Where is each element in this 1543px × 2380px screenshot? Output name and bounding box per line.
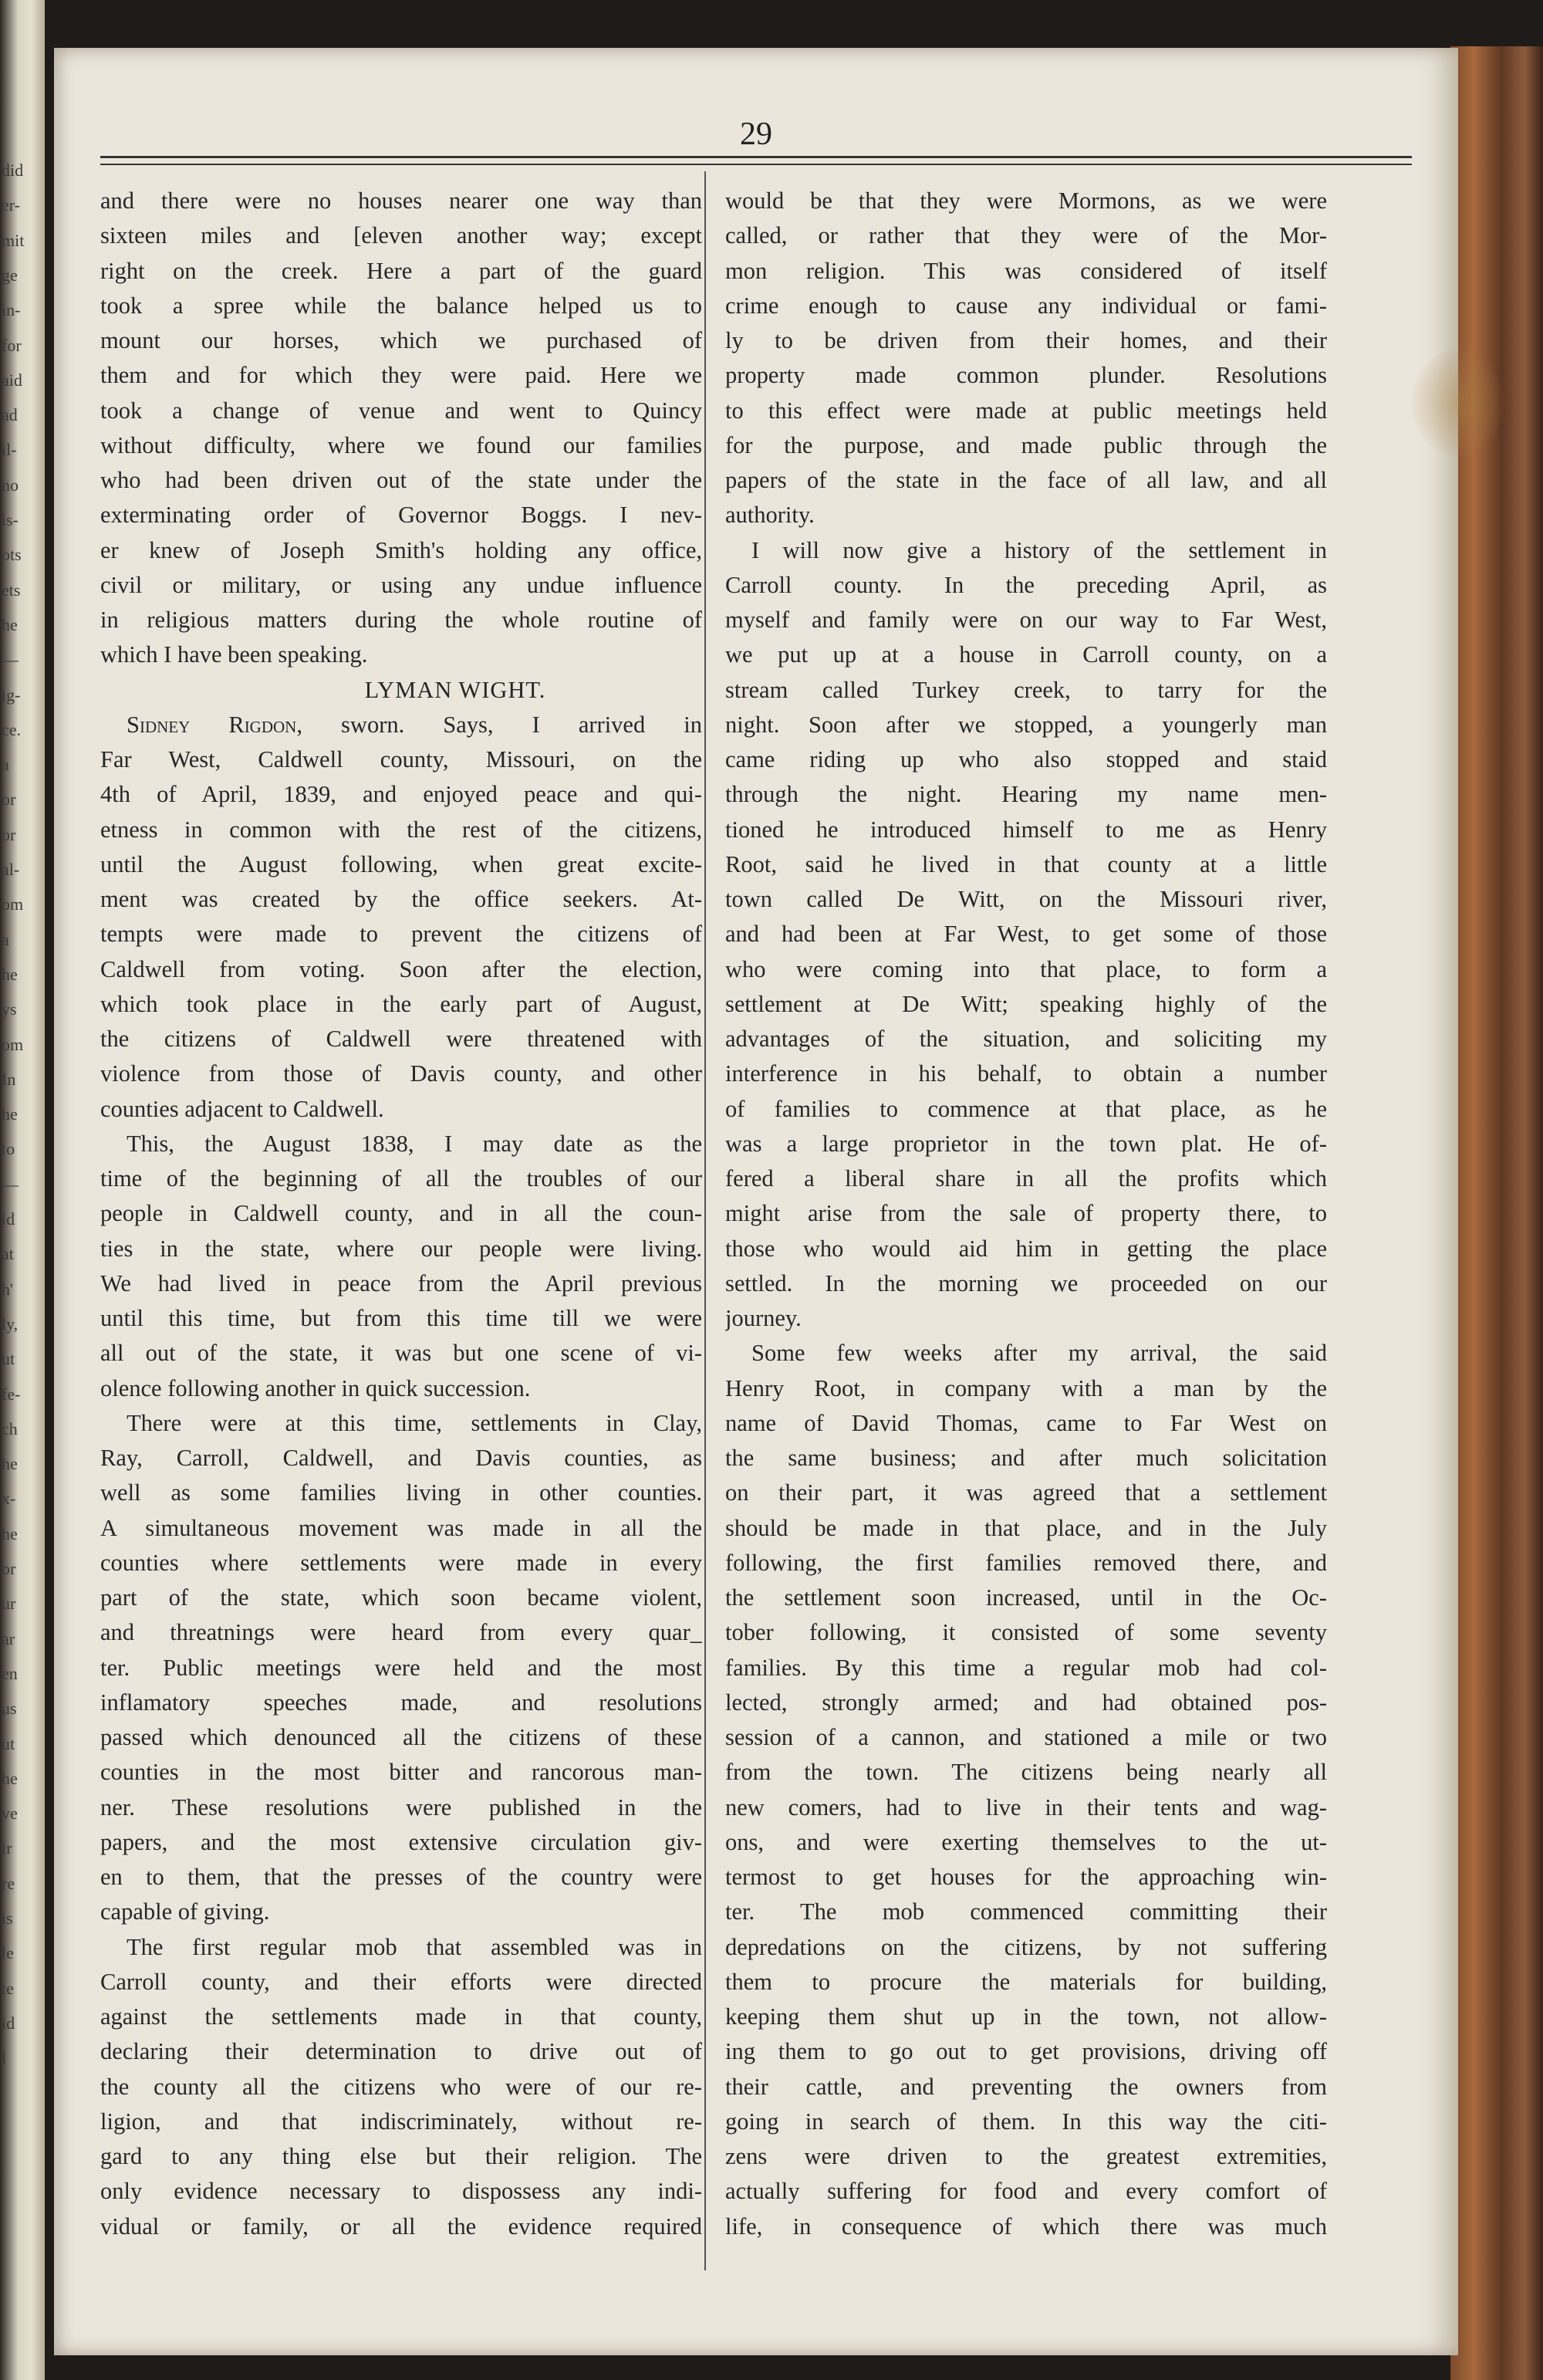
text-line: depredations on the citizens, by not suffering xyxy=(725,1933,1327,1960)
previous-page-fragment: he xyxy=(2,1104,18,1124)
previous-page-fragment: om xyxy=(2,894,24,914)
text-line: ons, and were exerting themselves to the ut- xyxy=(725,1828,1327,1855)
text-line: which I have been speaking. xyxy=(100,641,368,668)
previous-page-fragment: in- xyxy=(2,300,21,320)
text-line: town called De Witt, on the Missouri river, xyxy=(725,886,1327,912)
text-line: without difficulty, where we found our families xyxy=(100,431,702,458)
text-line: called, or rather that they were of the Mor- xyxy=(725,222,1327,249)
header-rule xyxy=(100,156,1412,158)
previous-page-fragment: us xyxy=(2,1699,17,1719)
text-line: lected, strongly armed; and had obtained pos- xyxy=(725,1689,1327,1716)
text-line: tempts were made to prevent the citizens of xyxy=(100,921,702,948)
previous-page-fragment: h' xyxy=(2,1279,13,1299)
text-line: counties adjacent to Caldwell. xyxy=(100,1095,384,1122)
previous-page-fragment: ar xyxy=(2,1628,15,1648)
text-line: of families to commence at that place, as he xyxy=(725,1095,1327,1122)
text-line: en to them, that the presses of the country were xyxy=(100,1864,702,1890)
text-line: There were at this time, settlements in Clay, xyxy=(127,1409,702,1436)
text-line: I will now give a history of the settlement in xyxy=(751,536,1327,563)
text-line: was a large proprietor in the town plat. He of- xyxy=(725,1130,1327,1157)
text-line: ter. The mob commenced committing their xyxy=(725,1898,1327,1925)
text-line: ing them to go out to get provisions, driving off xyxy=(725,2038,1327,2065)
previous-page-fragment: no xyxy=(2,475,19,495)
text-line: fered a liberal share in all the profits which xyxy=(725,1165,1327,1192)
text-line: gard to any thing else but their religion. The xyxy=(100,2143,702,2169)
previous-page-fragment: il- xyxy=(2,440,17,460)
text-line: who were coming into that place, to form a xyxy=(725,955,1327,982)
text-line: until the August following, when great excite- xyxy=(100,850,702,877)
previous-page-fragment: en xyxy=(2,1663,18,1683)
text-line: new comers, had to live in their tents and wag- xyxy=(725,1793,1327,1820)
previous-page-fragment: te xyxy=(2,1978,14,1998)
previous-page-fragment: for xyxy=(2,335,22,355)
text-line: termost to get houses for the approaching win- xyxy=(725,1864,1327,1890)
previous-page-fragment: ut xyxy=(2,1733,15,1753)
text-line: ligion, and that indiscriminately, without re- xyxy=(100,2108,702,2135)
left-column xyxy=(100,184,702,2244)
text-line: came riding up who also stopped and staid xyxy=(725,746,1327,772)
text-line: violence from those of Davis county, and other xyxy=(100,1060,702,1087)
previous-page-fragment: er- xyxy=(2,195,20,215)
previous-page-fragment: ur xyxy=(2,1594,16,1614)
text-line: Far West, Caldwell county, Missouri, on the xyxy=(100,746,702,772)
previous-page-fragment: om xyxy=(2,1034,24,1054)
text-line: all out of the state, it was but one scene of vi- xyxy=(100,1340,702,1367)
text-line: well as some families living in other counties. xyxy=(100,1479,702,1506)
text-line: tober following, it consisted of some seventy xyxy=(725,1619,1327,1646)
previous-page-fragment: ut xyxy=(2,1349,15,1369)
text-line: er knew of Joseph Smith's holding any office, xyxy=(100,536,702,563)
text-line: the settlement soon increased, until in the Oc- xyxy=(725,1584,1327,1611)
text-line: settlement at De Witt; speaking highly of the xyxy=(725,990,1327,1017)
text-line: journey. xyxy=(725,1305,802,1331)
text-line: through the night. Hearing my name men- xyxy=(725,781,1327,808)
text-line: people in Caldwell county, and in all the coun- xyxy=(100,1200,702,1227)
previous-page-fragment: he xyxy=(2,1454,18,1474)
text-line: Root, said he lived in that county at a little xyxy=(725,850,1327,877)
text-line: Carroll county, and their efforts were directed xyxy=(100,1968,702,1995)
previous-page-fragment: he xyxy=(2,964,18,984)
text-line: only evidence necessary to dispossess any indi- xyxy=(100,2178,702,2205)
text-line: we put up at a house in Carroll county, on a xyxy=(725,641,1327,668)
text-line: took a change of venue and went to Quincy xyxy=(100,397,702,424)
text-line: civil or military, or using any undue influence xyxy=(100,571,702,598)
text-line: to this effect were made at public meetings held xyxy=(725,397,1327,424)
text-line: the same business; and after much solicitation xyxy=(725,1445,1327,1471)
text-line: passed which denounced all the citizens of these xyxy=(100,1724,702,1750)
text-line: etness in common with the rest of the citizens, xyxy=(100,816,702,843)
text-line: from the town. The citizens being nearly all xyxy=(725,1759,1327,1786)
previous-page-fragment: aid xyxy=(2,370,22,390)
column-divider xyxy=(704,171,706,2270)
text-line: settled. In the morning we proceeded on our xyxy=(725,1269,1327,1296)
text-line: crime enough to cause any individual or fami- xyxy=(725,292,1327,319)
previous-page-fragment: ly, xyxy=(2,1313,19,1334)
text-line: authority. xyxy=(725,502,815,529)
previous-page-fragment: he xyxy=(2,1523,18,1543)
header-rule xyxy=(100,164,1412,165)
previous-page-fragment: l xyxy=(2,2048,7,2068)
page-number: 29 xyxy=(740,117,772,152)
previous-page-fragment: or xyxy=(2,789,16,810)
previous-page-fragment: a xyxy=(2,929,9,949)
previous-page-fragment: In xyxy=(2,1069,16,1089)
text-line: would be that they were Mormons, as we were xyxy=(725,188,1327,214)
text-line: capable of giving. xyxy=(100,1898,270,1925)
text-line: counties in the most bitter and rancorous man- xyxy=(100,1759,702,1786)
text-line: and had been at Far West, to get some of those xyxy=(725,921,1327,948)
text-line: Some few weeks after my arrival, the said xyxy=(751,1340,1327,1367)
text-line: myself and family were on our way to Far West, xyxy=(725,607,1327,633)
text-line: sixteen miles and [eleven another way; except xyxy=(100,222,702,249)
previous-page-fragment: to xyxy=(2,1139,15,1159)
previous-page-fragment: ys xyxy=(2,999,17,1019)
text-line: stream called Turkey creek, to tarry for the xyxy=(725,676,1327,703)
text-line: night. Soon after we stopped, a youngerly man xyxy=(725,711,1327,738)
text-line: keeping them shut up in the town, not allow- xyxy=(725,2003,1327,2030)
text-line: declaring their determination to drive out of xyxy=(100,2038,702,2065)
previous-page-fragment: or xyxy=(2,824,16,844)
signature-line: LYMAN WIGHT. xyxy=(364,676,546,703)
previous-page-fragment: ig- xyxy=(2,685,21,705)
text-line: mount our horses, which we purchased of xyxy=(100,327,702,353)
previous-page-fragment: he xyxy=(2,614,18,634)
previous-page-fragment: he xyxy=(2,1768,18,1788)
text-line: who had been driven out of the state under the xyxy=(100,467,702,493)
text-line: in religious matters during the whole routine of xyxy=(100,607,702,633)
text-line: olence following another in quick succession. xyxy=(100,1374,531,1401)
text-line: counties where settlements were made in every xyxy=(100,1549,702,1576)
previous-page-fragment: — xyxy=(2,650,19,670)
previous-page-fragment: did xyxy=(2,161,24,180)
text-line: Ray, Carroll, Caldwell, and Davis counties, as xyxy=(100,1445,702,1471)
text-line: against the settlements made in that county, xyxy=(100,2003,702,2030)
text-line: mon religion. This was considered of itself xyxy=(725,257,1327,284)
previous-page-fragment: ots xyxy=(2,545,22,565)
text-line: exterminating order of Governor Boggs. I nev- xyxy=(100,502,702,529)
text-line: The first regular mob that assembled was in xyxy=(127,1933,702,1960)
text-line: advantages of the situation, and soliciting my xyxy=(725,1026,1327,1052)
text-line: life, in consequence of which there was much xyxy=(725,2213,1327,2240)
previous-page-fragment: le xyxy=(2,1943,14,1963)
text-line: Henry Root, in company with a man by the xyxy=(725,1374,1327,1401)
previous-page-fragment: ch xyxy=(2,1418,18,1438)
text-line: part of the state, which soon became violent, xyxy=(100,1584,702,1611)
text-line: zens were driven to the greatest extremities, xyxy=(725,2143,1327,2169)
text-line: might arise from the sale of property there, to xyxy=(725,1200,1327,1227)
text-line: actually suffering for food and every comfort of xyxy=(725,2178,1327,2205)
text-line: name of David Thomas, came to Far West on xyxy=(725,1409,1327,1436)
previous-page-fragment: ve xyxy=(2,1804,18,1824)
previous-page-fragment: ge xyxy=(2,265,18,285)
text-line: tioned he introduced himself to me as Henry xyxy=(725,816,1327,843)
text-line: interference in his behalf, to obtain a number xyxy=(725,1060,1327,1087)
text-line: 4th of April, 1839, and enjoyed peace and qui- xyxy=(100,781,702,808)
water-stain xyxy=(1412,349,1504,457)
right-column xyxy=(725,184,1327,2244)
text-line: following, the first families removed there, and xyxy=(725,1549,1327,1576)
text-line: papers, and the most extensive circulation giv- xyxy=(100,1828,702,1855)
text-line: the citizens of Caldwell were threatened with xyxy=(100,1026,702,1052)
text-line: the county all the citizens who were of our re- xyxy=(100,2073,702,2100)
text-line: This, the August 1838, I may date as the xyxy=(127,1130,702,1157)
text-line: should be made in that place, and in the July xyxy=(725,1514,1327,1541)
text-line: which took place in the early part of August, xyxy=(100,990,702,1017)
text-line: ties in the state, where our people were living. xyxy=(100,1235,702,1262)
text-line: took a spree while the balance helped us to xyxy=(100,292,702,319)
text-line: A simultaneous movement was made in all the xyxy=(100,1514,702,1541)
book-page xyxy=(54,48,1458,2355)
previous-page-edge xyxy=(0,0,45,2380)
previous-page-fragment: id xyxy=(2,1209,15,1229)
witness-name: Sidney Rigdon xyxy=(127,711,297,738)
previous-page-fragment: ce. xyxy=(2,719,22,739)
text-line: them and for which they were paid. Here we xyxy=(100,362,702,389)
previous-page-fragment: al- xyxy=(2,860,20,879)
text-line: for the purpose, and made public through the xyxy=(725,431,1327,458)
text-line: ner. These resolutions were published in the xyxy=(100,1793,702,1820)
text-line: and there were no houses nearer one way than xyxy=(100,188,702,214)
text-line: papers of the state in the face of all law, and all xyxy=(725,467,1327,493)
text-line: time of the beginning of all the troubles of our xyxy=(100,1165,702,1192)
text-line: inflamatory speeches made, and resolutions xyxy=(100,1689,702,1716)
text-line: them to procure the materials for building, xyxy=(725,1968,1327,1995)
previous-page-fragment: x- xyxy=(2,1489,16,1509)
previous-page-fragment: id xyxy=(2,2013,15,2033)
previous-page-fragment: is- xyxy=(2,510,19,529)
text-line: families. By this time a regular mob had col- xyxy=(725,1654,1327,1681)
text-line: ter. Public meetings were held and the most xyxy=(100,1654,702,1681)
text-line: vidual or family, or all the evidence required xyxy=(100,2213,702,2240)
text-line: ly to be driven from their homes, and their xyxy=(725,327,1327,353)
text-line: Sidney Rigdon, sworn. Says, I arrived in xyxy=(127,711,702,738)
text-line: on their part, it was agreed that a settlement xyxy=(725,1479,1327,1506)
text-line: going in search of them. In this way the citi- xyxy=(725,2108,1327,2135)
text-line: property made common plunder. Resolutions xyxy=(725,362,1327,389)
previous-page-fragment: at xyxy=(2,1244,14,1264)
previous-page-fragment: or xyxy=(2,1559,16,1578)
text-line: until this time, but from this time till we were xyxy=(100,1305,702,1331)
text-line: Carroll county. In the preceding April, as xyxy=(725,571,1327,598)
text-line: those who would aid him in getting the place xyxy=(725,1235,1327,1262)
previous-page-fragment: ets xyxy=(2,580,21,600)
text-line: Caldwell from voting. Soon after the election, xyxy=(100,955,702,982)
previous-page-fragment: ad xyxy=(2,405,18,425)
text-line: ment was created by the office seekers. At- xyxy=(100,886,702,912)
previous-page-fragment: ir xyxy=(2,1838,12,1858)
text-line: We had lived in peace from the April previous xyxy=(100,1269,702,1296)
previous-page-fragment: mit xyxy=(2,230,25,250)
text-line: and threatnings were heard from every quar_ xyxy=(100,1619,702,1646)
text-line: right on the creek. Here a part of the guard xyxy=(100,257,702,284)
previous-page-fragment: re xyxy=(2,1873,15,1893)
previous-page-fragment: is xyxy=(2,1908,13,1928)
text-line: their cattle, and preventing the owners from xyxy=(725,2073,1327,2100)
text-line: session of a cannon, and stationed a mile or two xyxy=(725,1724,1327,1750)
previous-page-fragment: fe- xyxy=(2,1384,21,1404)
previous-page-fragment: a xyxy=(2,755,9,775)
previous-page-fragment: — xyxy=(2,1174,19,1194)
